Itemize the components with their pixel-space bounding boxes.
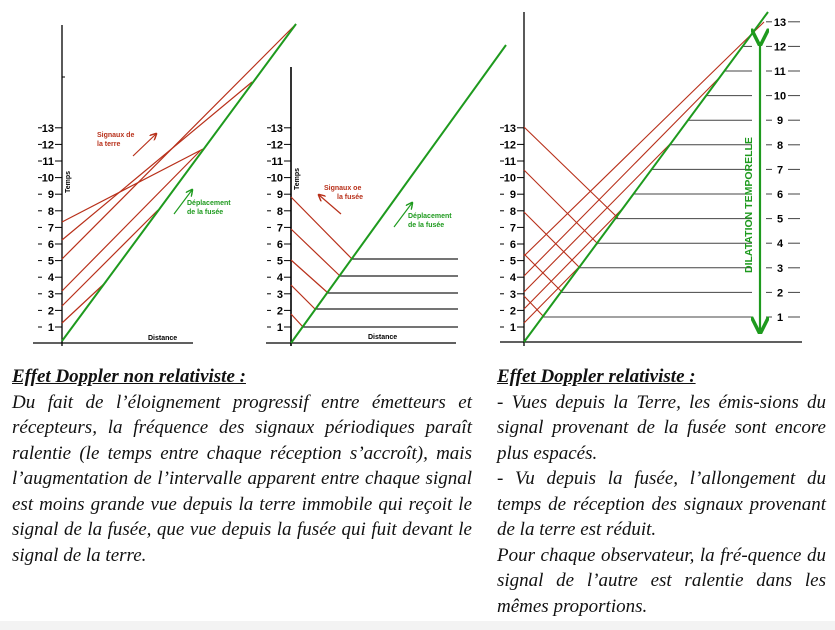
reception-lines bbox=[542, 46, 752, 317]
tick-label: 1 bbox=[509, 322, 516, 334]
tick-label: 4 bbox=[276, 272, 283, 285]
tick-label: 11 bbox=[42, 156, 54, 168]
tick-label: 10 bbox=[41, 172, 54, 185]
tick-label: 1 bbox=[47, 322, 54, 334]
rocket-worldline bbox=[62, 24, 296, 341]
tick-label: 10 bbox=[270, 172, 283, 185]
tick-label: 10 bbox=[503, 172, 516, 185]
tick-label: 1 bbox=[776, 312, 784, 324]
tick-label: 8 bbox=[276, 205, 283, 218]
rocket-signal-line bbox=[291, 314, 303, 327]
paragraph-relativistic-earth: - Vues depuis la Terre, les émis-sions du signal provenant de la fusée sont encore plus espacés. bbox=[497, 391, 826, 464]
earth-signal-line bbox=[524, 266, 580, 323]
axis-y-label: Temps bbox=[294, 167, 301, 190]
earth-signal-line bbox=[62, 151, 200, 291]
earth-signal-line bbox=[524, 79, 718, 276]
rocket-signal-line bbox=[524, 127, 618, 218]
tick-label: 3 bbox=[776, 262, 784, 275]
rocket-worldline bbox=[291, 45, 506, 343]
tick-label: 8 bbox=[509, 205, 516, 218]
tick-label: 3 bbox=[47, 288, 54, 301]
tick-label: 6 bbox=[509, 239, 516, 251]
rocket-signal-line bbox=[291, 197, 352, 259]
paragraph-non-relativistic: Du fait de l’éloignement progressif entre émetteurs et récepteurs, la fréquence des signaux périodiques paraît ralentie (le temps entre chaque réception s’accroît), mais l’augmentation de l’intervalle apparent entre chaque signal est moins grande vue depuis la terre immobile qui reçoit le signal de la fusée, que vue depuis la fusée qui fuit devant le signal de la terre. bbox=[12, 391, 472, 566]
earth-signal-line bbox=[524, 22, 764, 256]
tick-label: 7 bbox=[276, 222, 283, 235]
tick-label: 9 bbox=[276, 189, 283, 202]
earth-signal-line bbox=[62, 82, 252, 240]
diagram-relativistic bbox=[500, 12, 802, 346]
tick-label: 12 bbox=[503, 139, 516, 152]
tick-label: 6 bbox=[276, 239, 283, 251]
tick-labels bbox=[500, 123, 524, 334]
signal-label: Signaux oe bbox=[324, 185, 362, 192]
tick-label: 13 bbox=[270, 122, 283, 135]
tick-label: 12 bbox=[773, 41, 787, 54]
axis-x-label: Distance bbox=[368, 334, 398, 341]
tick-label: 6 bbox=[776, 189, 784, 201]
tick-label: 2 bbox=[47, 305, 54, 318]
tick-label: 8 bbox=[776, 139, 784, 152]
tick-label: 7 bbox=[509, 222, 516, 235]
tick-label: 5 bbox=[276, 255, 283, 268]
rocket-label: Déplacement bbox=[187, 200, 231, 207]
tick-label: 7 bbox=[776, 164, 784, 177]
axis-y-label: Temps bbox=[65, 170, 72, 193]
earth-signal-line bbox=[62, 282, 106, 323]
tick-label: 5 bbox=[509, 255, 516, 268]
heading-non-relativistic: Effet Doppler non relativiste : bbox=[12, 366, 246, 387]
tick-label: 4 bbox=[776, 238, 784, 251]
tick-label: 1 bbox=[276, 322, 283, 334]
rocket-signal-line bbox=[524, 212, 580, 268]
tick-label: 2 bbox=[276, 305, 283, 318]
tick-labels bbox=[267, 123, 291, 334]
text-relativistic bbox=[497, 364, 826, 619]
tick-label: 12 bbox=[270, 139, 283, 152]
tick-label: 9 bbox=[776, 115, 784, 128]
rocket-signal-line bbox=[291, 229, 340, 276]
earth-signal-line bbox=[524, 142, 672, 292]
tick-label: 5 bbox=[776, 213, 784, 226]
tick-labels bbox=[38, 123, 62, 334]
tick-label: 13 bbox=[503, 122, 516, 135]
rocket-signal-line bbox=[291, 285, 315, 309]
tick-label: 3 bbox=[276, 288, 283, 301]
paragraph-relativistic-conclusion: Pour chaque observateur, la fré-quence du signal de l’autre est ralentie dans les mêmes proportions. bbox=[497, 544, 826, 617]
tick-label: 11 bbox=[271, 156, 283, 168]
heading-relativistic: Effet Doppler relativiste : bbox=[497, 366, 696, 387]
axis-x-label: Distance bbox=[148, 335, 178, 342]
right-tick-labels bbox=[766, 17, 800, 324]
paragraph-relativistic-rocket: - Vu depuis la fusée, l’allongement du temps de réception des signaux provenant de la terre est réduit. bbox=[497, 468, 826, 540]
tick-label: 6 bbox=[47, 239, 54, 251]
tick-label: 13 bbox=[41, 122, 54, 135]
tick-label: 4 bbox=[47, 272, 54, 285]
tick-label: 7 bbox=[47, 222, 54, 235]
rocket-label: de la fusée bbox=[408, 222, 445, 229]
earth-signal-line bbox=[524, 206, 625, 309]
rocket-signal-line bbox=[524, 170, 598, 244]
tick-label: 12 bbox=[41, 139, 54, 152]
diagram-non-relativistic-earth bbox=[33, 24, 296, 346]
tick-label: 2 bbox=[776, 287, 784, 300]
rocket-label: Déplacement bbox=[408, 213, 452, 220]
bottom-strip bbox=[0, 621, 835, 630]
earth-signal-arrow bbox=[133, 134, 156, 156]
tick-label: 3 bbox=[509, 288, 516, 301]
rocket-signal-line bbox=[291, 260, 328, 293]
signal-label: la terre bbox=[97, 141, 121, 148]
earth-signal-line bbox=[62, 149, 203, 222]
dilation-label: DILATATION TEMPORELLE bbox=[743, 137, 755, 273]
tick-label: 10 bbox=[773, 90, 787, 103]
tick-label: 2 bbox=[509, 305, 516, 318]
earth-signal-line bbox=[62, 210, 158, 306]
tick-label: 5 bbox=[47, 255, 54, 268]
tick-label: 9 bbox=[509, 189, 516, 202]
diagram-non-relativistic-rocket bbox=[266, 45, 506, 346]
tick-label: 11 bbox=[774, 66, 786, 78]
tick-label: 8 bbox=[47, 205, 54, 218]
signal-label: Signaux de bbox=[97, 132, 135, 139]
text-non-relativistic bbox=[12, 364, 472, 568]
signal-label: la fusée bbox=[337, 194, 364, 201]
rocket-label: de la fusée bbox=[187, 209, 224, 216]
tick-label: 4 bbox=[509, 272, 516, 285]
tick-label: 13 bbox=[773, 16, 787, 29]
tick-label: 11 bbox=[504, 156, 516, 168]
tick-label: 9 bbox=[47, 189, 54, 202]
